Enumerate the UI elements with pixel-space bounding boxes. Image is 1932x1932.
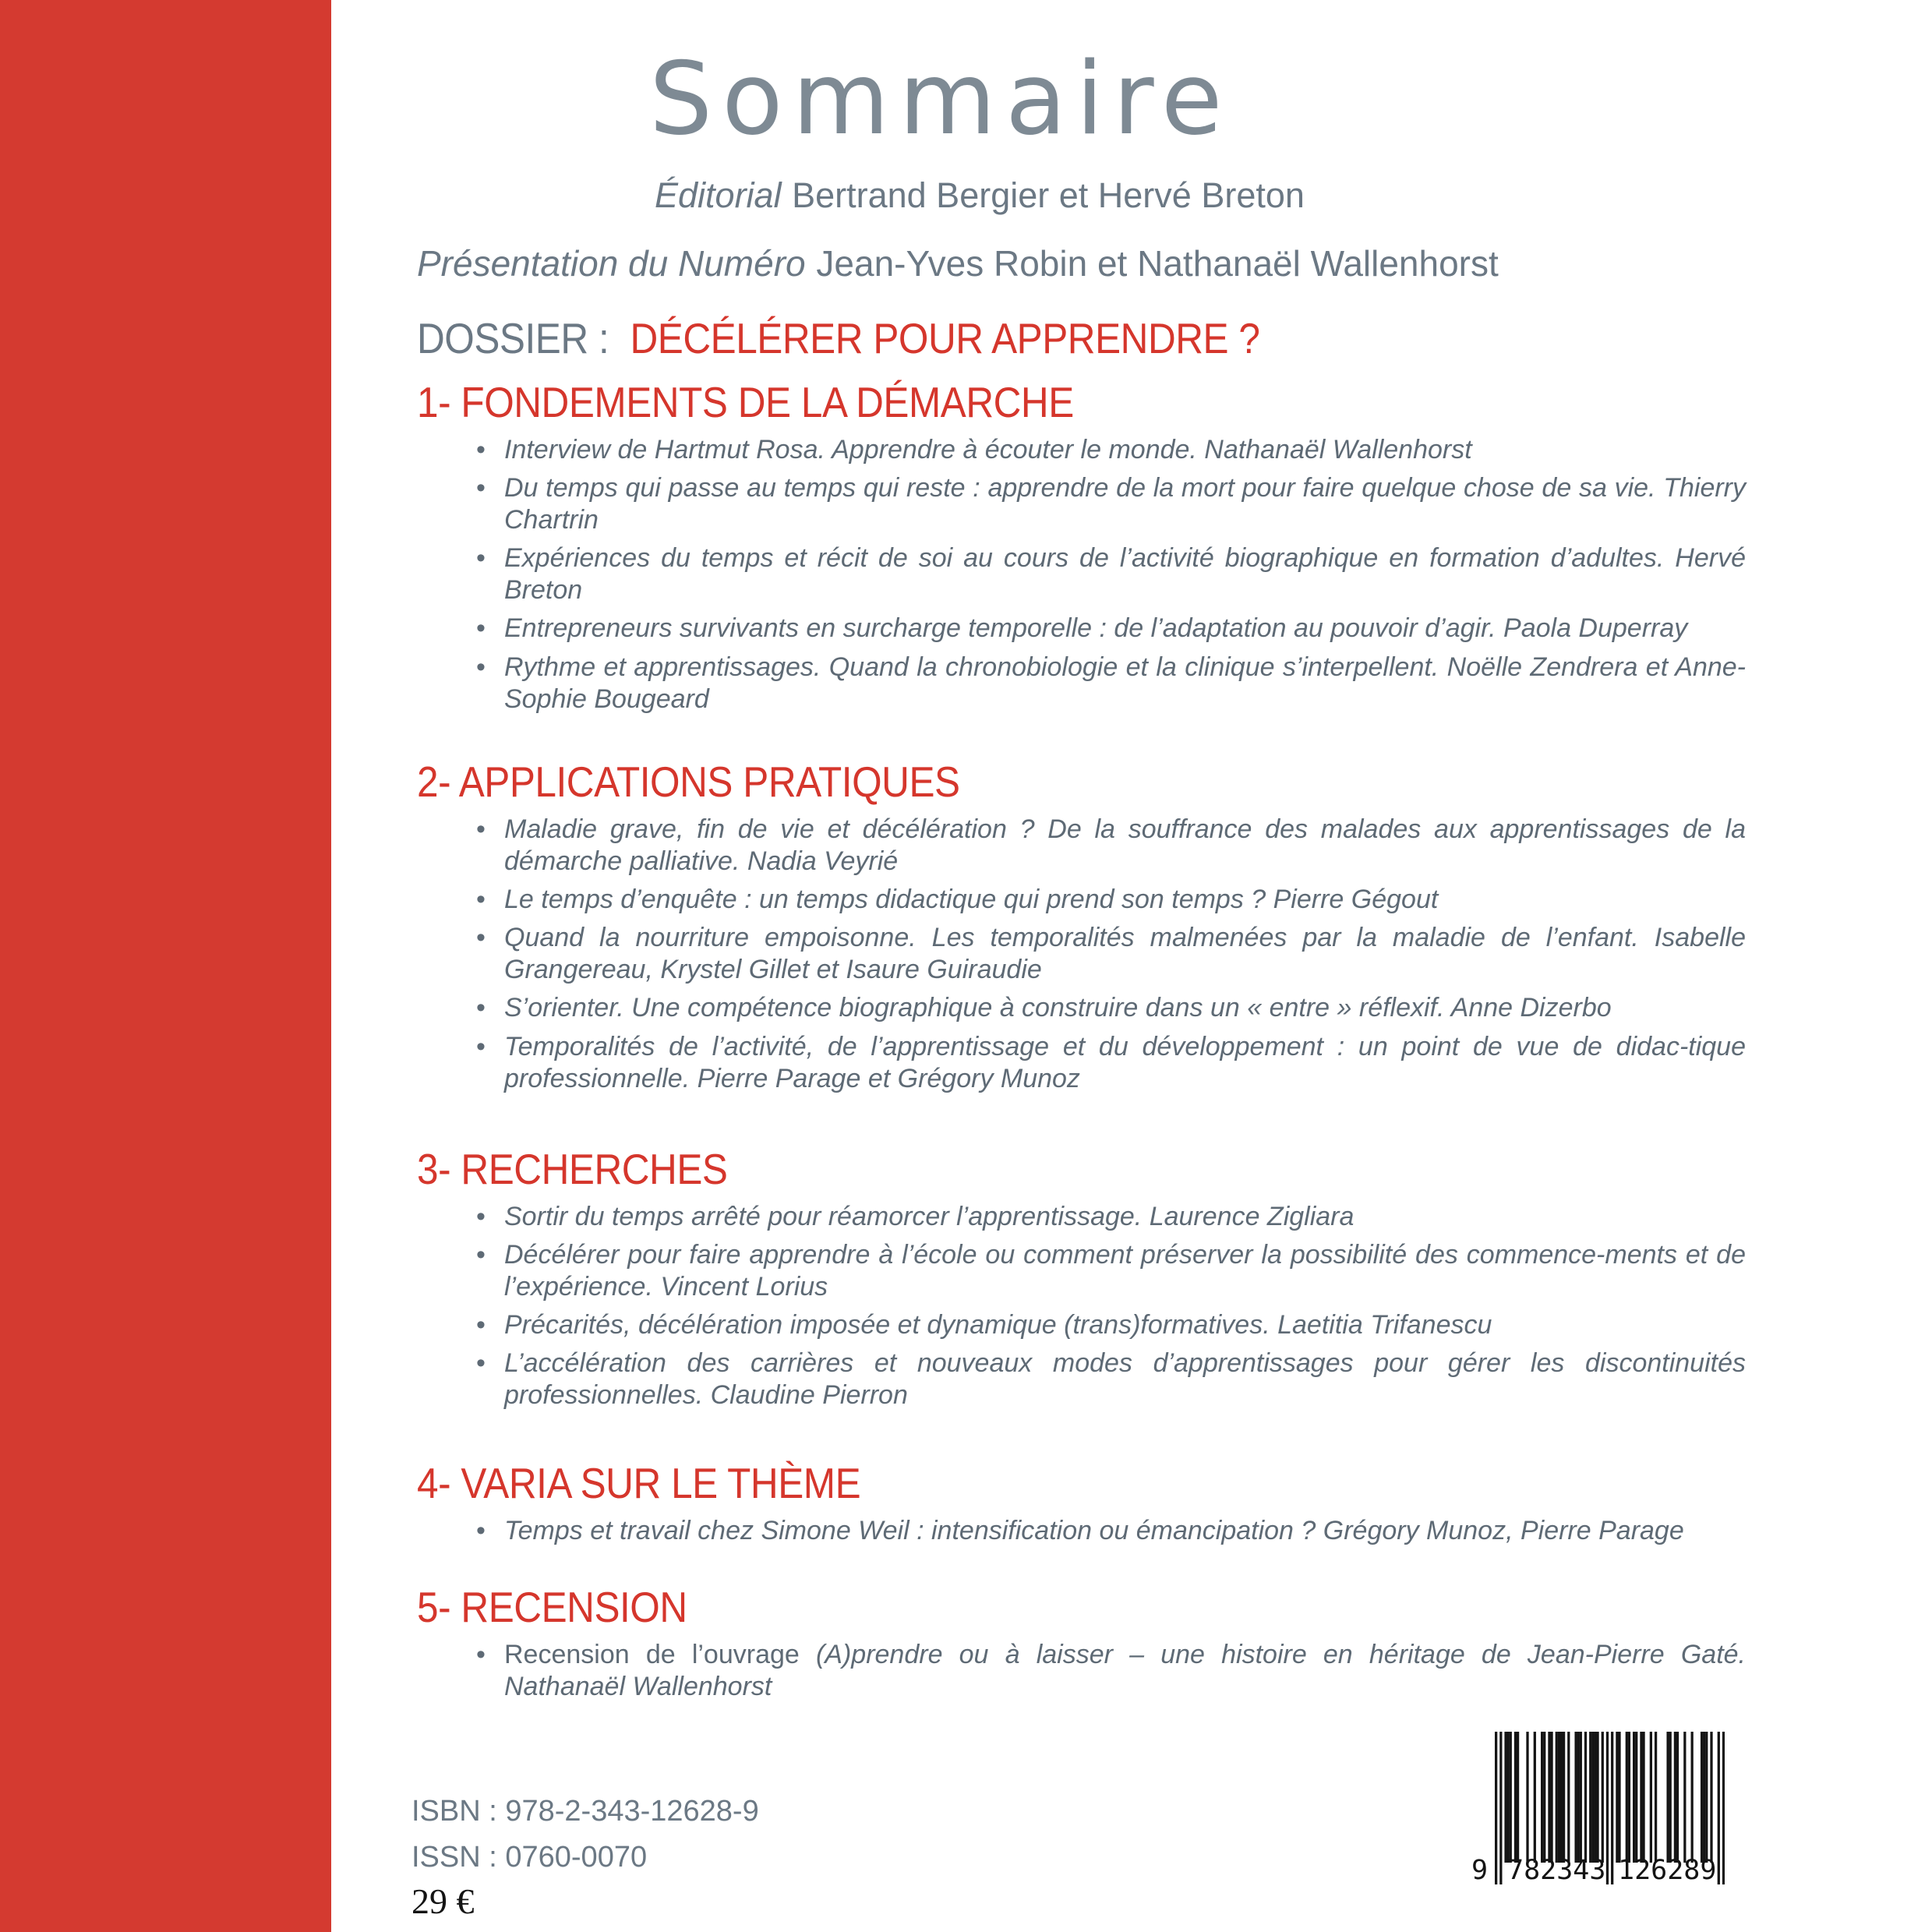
section-number: 1-	[417, 377, 451, 426]
section-number: 4-	[417, 1458, 451, 1507]
toc-item-text: Recension de l’ouvrage	[504, 1639, 816, 1669]
toc-item	[504, 1309, 1746, 1341]
toc-item-text: Du temps qui passe au temps qui reste : apprendre de la mort pour faire quelque chose de sa vie. Thierry Chartrin	[504, 472, 1746, 535]
toc-item	[504, 434, 1746, 466]
toc-item	[504, 884, 1746, 916]
section-items	[417, 1639, 1746, 1703]
editorial-authors: Bertrand Bergier et Hervé Breton	[792, 175, 1305, 215]
section-title: APPLICATIONS PRATIQUES	[458, 757, 960, 806]
section-number: 3-	[417, 1144, 451, 1193]
toc-item-text: Quand la nourriture empoisonne. Les temporalités malmenées par la maladie de l’enfant. Isabelle Grangereau, Krystel Gillet et Isaure Guiraudie	[504, 923, 1746, 985]
section-items	[417, 434, 1746, 715]
barcode-lead-digit: 9	[1471, 1855, 1489, 1886]
toc-item-text: (A)prendre ou à laisser – une histoire en héritage de Jean-Pierre Gaté. Nathanaël Wallenhorst	[504, 1639, 1746, 1701]
toc-item	[504, 992, 1746, 1024]
toc-section	[417, 376, 1746, 715]
section-items	[417, 814, 1746, 1095]
barcode	[1471, 1732, 1729, 1891]
toc-item-text: L’accélération des carrières et nouveaux modes d’apprentissages pour gérer les discontinuités professionnelles. Claudine Pierron	[504, 1348, 1746, 1411]
toc-item	[504, 1639, 1746, 1703]
toc-item-text: Maladie grave, fin de vie et décélération ? De la souffrance des malades aux apprentissages de la démarche palliative. Nadia Veyrié	[504, 814, 1746, 876]
publication-ids	[411, 1789, 759, 1921]
section-heading	[417, 376, 1613, 428]
section-title: RECENSION	[461, 1582, 687, 1631]
price: 29 €	[411, 1881, 475, 1921]
barcode-group1: 782343	[1507, 1855, 1606, 1886]
toc-section	[417, 1143, 1746, 1412]
barcode-group2: 126289	[1618, 1855, 1717, 1886]
editorial-line	[655, 175, 1746, 216]
section-heading	[417, 756, 1613, 807]
section-heading	[417, 1581, 1613, 1633]
section-title: RECHERCHES	[461, 1144, 728, 1193]
toc-item	[504, 1515, 1746, 1547]
dossier-title: DÉCÉLÉRER POUR APPRENDRE ?	[630, 313, 1260, 362]
section-title: VARIA SUR LE THÈME	[461, 1458, 861, 1507]
dossier-heading	[417, 313, 1613, 364]
section-items	[417, 1515, 1746, 1547]
toc-item-text: Précarités, décélération imposée et dynamique (trans)formatives. Laetitia Trifanescu	[504, 1310, 1492, 1340]
presentation-label: Présentation du Numéro	[417, 242, 806, 284]
toc-item	[504, 1031, 1746, 1095]
section-heading	[417, 1457, 1613, 1509]
section-number: 2-	[417, 757, 451, 806]
editorial-label: Éditorial	[655, 175, 782, 215]
toc-item-text: Temporalités de l’activité, de l’apprentissage et du développement : un point de vue de didac-tique professionnelle. Pierre Parage et Grégory Munoz	[504, 1031, 1746, 1093]
toc-item-text: Interview de Hartmut Rosa. Apprendre à écouter le monde. Nathanaël Wallenhorst	[504, 434, 1472, 464]
toc-item	[504, 814, 1746, 878]
toc-content	[417, 0, 1746, 1703]
section-heading	[417, 1143, 1613, 1195]
presentation-line	[417, 242, 1746, 284]
section-title: FONDEMENTS DE LA DÉMARCHE	[461, 377, 1074, 426]
toc-item-text: Décélérer pour faire apprendre à l’école ou comment préserver la possibilité des commence-ments et de l’expérience. Vincent Lorius	[504, 1239, 1746, 1302]
sections	[417, 376, 1746, 1703]
toc-section	[417, 1457, 1746, 1547]
spine-red-strip	[0, 0, 331, 1932]
dossier-label: DOSSIER :	[417, 313, 609, 362]
isbn-line: ISBN : 978-2-343-12628-9	[411, 1795, 759, 1828]
toc-item-text: Entrepreneurs survivants en surcharge temporelle : de l’adaptation au pouvoir d’agir. Paola Duperray	[504, 613, 1688, 644]
toc-item	[504, 542, 1746, 606]
toc-item-text: Expériences du temps et récit de soi au cours de l’activité biographique en formation d’adultes. Hervé Breton	[504, 543, 1746, 606]
toc-item	[504, 472, 1746, 536]
toc-item	[504, 613, 1746, 645]
toc-section	[417, 756, 1746, 1095]
issn-line: ISSN : 0760-0070	[411, 1840, 648, 1874]
section-number: 5-	[417, 1582, 451, 1631]
barcode-digits	[1471, 1855, 1729, 1891]
page-title: Sommaire	[649, 41, 1232, 157]
toc-item	[504, 1201, 1746, 1233]
presentation-authors: Jean-Yves Robin et Nathanaël Wallenhorst	[816, 242, 1499, 284]
toc-section	[417, 1581, 1746, 1703]
toc-item	[504, 652, 1746, 715]
toc-item-text: S’orienter. Une compétence biographique à construire dans un « entre » réflexif. Anne Dizerbo	[504, 993, 1612, 1023]
section-items	[417, 1201, 1746, 1412]
toc-item	[504, 1347, 1746, 1411]
toc-item-text: Temps et travail chez Simone Weil : intensification ou émancipation ? Grégory Munoz, Pierre Parage	[504, 1515, 1684, 1545]
toc-item	[504, 1239, 1746, 1303]
toc-item-text: Sortir du temps arrêté pour réamorcer l’apprentissage. Laurence Zigliara	[504, 1201, 1355, 1231]
toc-item-text: Le temps d’enquête : un temps didactique qui prend son temps ? Pierre Gégout	[504, 885, 1439, 915]
toc-item-text: Rythme et apprentissages. Quand la chronobiologie et la clinique s’interpellent. Noëlle Zendrera et Anne-Sophie Bougeard	[504, 652, 1746, 714]
toc-item	[504, 922, 1746, 986]
